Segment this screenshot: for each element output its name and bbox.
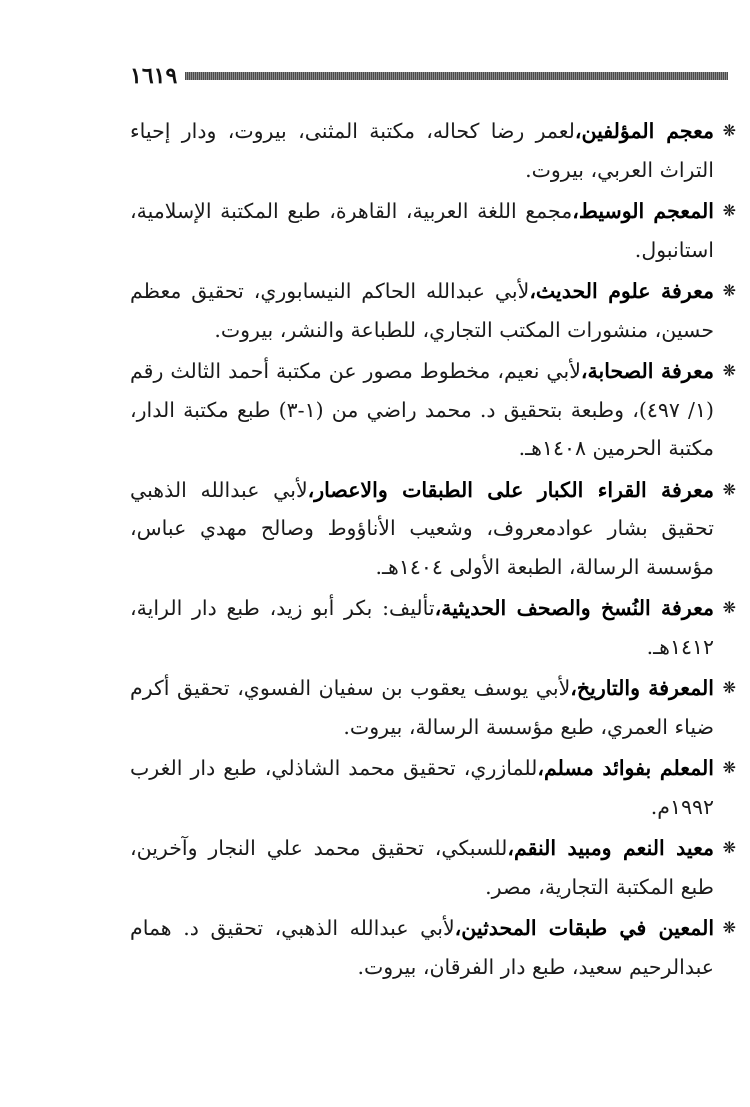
entry-text: للسبكي، تحقيق محمد علي النجار وآخرين، طبع المكتبة التجارية، مصر. bbox=[130, 836, 714, 899]
bibliography-entry bbox=[130, 669, 736, 746]
entry-title: معجم المؤلفين، bbox=[574, 119, 714, 143]
entry-title: المعرفة والتاريخ، bbox=[570, 676, 714, 700]
entry-text: لأبي عبدالله الحاكم النيسابوري، تحقيق معظم حسين، منشورات المكتب التجاري، للطباعة والنشر، بيروت. bbox=[130, 279, 714, 342]
entry-text: مجمع اللغة العربية، القاهرة، طبع المكتبة الإسلامية، استانبول. bbox=[130, 199, 714, 262]
bibliography-entry bbox=[130, 829, 736, 906]
entry-text: لأبي يوسف يعقوب بن سفيان الفسوي، تحقيق أكرم ضياء العمري، طبع مؤسسة الرسالة، بيروت. bbox=[130, 676, 714, 739]
bibliography-entry bbox=[130, 112, 736, 189]
bibliography-entry bbox=[130, 749, 736, 826]
page-number: ١٦١٩ bbox=[130, 63, 178, 89]
bullet-icon: ❋ bbox=[722, 838, 736, 857]
entry-text: للمازري، تحقيق محمد الشاذلي، طبع دار الغرب ١٩٩٢م. bbox=[130, 756, 714, 819]
bullet-icon: ❋ bbox=[722, 479, 736, 499]
entry-title: المعين في طبقات المحدثين، bbox=[454, 916, 715, 940]
bibliography-entry bbox=[130, 272, 736, 349]
bullet-icon: ❋ bbox=[722, 201, 736, 220]
entry-title: معيد النعم ومبيد النقم، bbox=[507, 836, 714, 860]
bullet-icon: ❋ bbox=[722, 121, 736, 140]
entry-title: المعجم الوسيط، bbox=[572, 199, 714, 223]
entry-title: معرفة علوم الحديث، bbox=[529, 279, 715, 303]
bibliography-entry bbox=[130, 192, 736, 269]
entry-text: لأبي عبدالله الذهبي تحقيق بشار عوادمعروف، وشعيب الأناؤوط وصالح مهدي عباس، مؤسسة الرسالة، الطبعة الأولى ١٤٠٤هـ. bbox=[130, 477, 714, 579]
bullet-icon: ❋ bbox=[722, 598, 736, 617]
bullet-icon: ❋ bbox=[722, 678, 736, 697]
entry-text: تأليف: بكر أبو زيد، طبع دار الراية، ١٤١٢هـ. bbox=[130, 596, 714, 659]
bullet-icon: ❋ bbox=[722, 758, 736, 777]
bibliography-entry bbox=[130, 589, 736, 666]
header-rule bbox=[185, 72, 728, 80]
entry-title: المعلم بفوائد مسلم، bbox=[537, 756, 714, 780]
bullet-icon: ❋ bbox=[722, 281, 736, 300]
bullet-icon: ❋ bbox=[722, 361, 736, 380]
entry-text: لعمر رضا كحاله، مكتبة المثنى، بيروت، ودار إحياء التراث العربي، بيروت. bbox=[130, 119, 714, 182]
entry-text: لأبي نعيم، مخطوط مصور عن مكتبة أحمد الثالث رقم (١/ ٤٩٧)، وطبعة بتحقيق د. محمد راضي من (١-٣) طبع مكتبة الدار، مكتبة الحرمين ١٤٠٨هـ. bbox=[130, 359, 714, 460]
entry-text: لأبي عبدالله الذهبي، تحقيق د. همام عبدالرحيم سعيد، طبع دار الفرقان، بيروت. bbox=[130, 916, 714, 979]
bibliography-list bbox=[130, 112, 736, 989]
entry-title: معرفة القراء الكبار على الطبقات والاعصار، bbox=[307, 477, 715, 502]
bibliography-entry bbox=[130, 471, 736, 587]
page-header bbox=[130, 62, 728, 90]
entry-title: معرفة الصحابة، bbox=[580, 359, 714, 383]
bibliography-entry bbox=[130, 909, 736, 986]
entry-title: معرفة النُسخ والصحف الحديثية، bbox=[434, 596, 714, 620]
bullet-icon: ❋ bbox=[722, 918, 736, 937]
bibliography-entry bbox=[130, 352, 736, 468]
